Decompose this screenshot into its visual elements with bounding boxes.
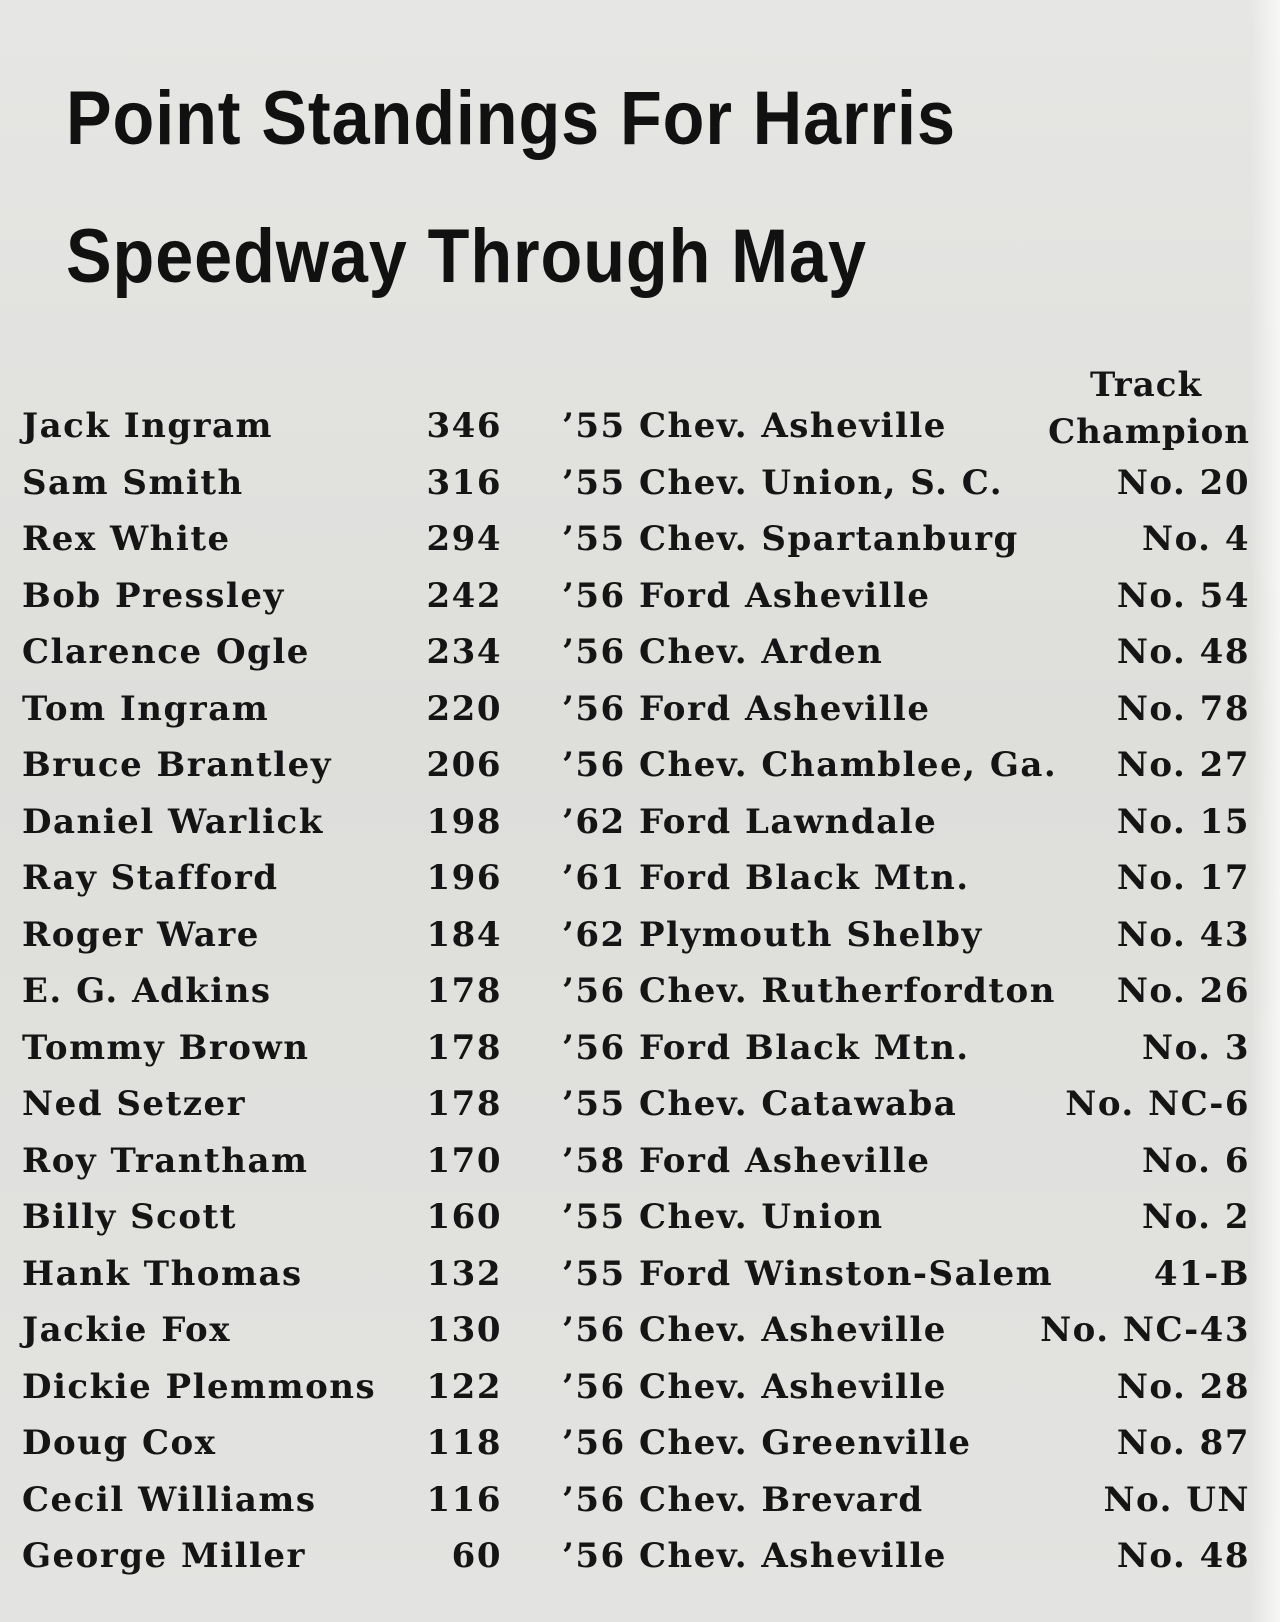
car-number: No. 2 [1142, 1197, 1250, 1237]
driver-name: Dickie Plemmons [22, 1366, 377, 1407]
car-number: No. 28 [1116, 1366, 1250, 1407]
car-number: No. 4 [1142, 519, 1250, 559]
driver-name: Ray Stafford [22, 858, 279, 898]
driver-points: 170 [426, 1140, 502, 1181]
standings-row [0, 1359, 1280, 1416]
headline-line-2: Speedway Through May [66, 214, 867, 299]
car-number: No. 48 [1116, 632, 1250, 672]
car-number: No. 48 [1116, 1536, 1250, 1576]
car-and-hometown: ’56 Ford Asheville [562, 688, 931, 729]
driver-points: 198 [426, 801, 502, 842]
car-number: No. 54 [1116, 575, 1250, 616]
driver-points: 184 [426, 914, 502, 955]
driver-points: 122 [426, 1366, 502, 1407]
driver-name: George Miller [22, 1536, 306, 1576]
car-and-hometown: ’56 Chev. Chamblee, Ga. [562, 745, 1058, 785]
driver-points: 178 [426, 971, 502, 1011]
driver-name: Roy Trantham [22, 1140, 309, 1181]
car-number: No. UN [1103, 1479, 1250, 1520]
driver-name: Clarence Ogle [22, 632, 310, 672]
car-number: No. 26 [1116, 971, 1250, 1011]
champion-label: Champion [1048, 412, 1250, 452]
car-and-hometown: ’56 Chev. Asheville [562, 1366, 947, 1407]
headline [66, 50, 956, 326]
driver-name: Bob Pressley [22, 575, 285, 616]
driver-points: 346 [426, 406, 502, 446]
standings-row [0, 455, 1280, 512]
driver-points: 220 [426, 688, 502, 729]
driver-points: 234 [426, 632, 502, 672]
headline-line-1: Point Standings For Harris [66, 76, 956, 161]
car-and-hometown: ’55 Chev. Asheville [562, 406, 947, 446]
driver-name: Roger Ware [22, 914, 260, 955]
driver-points: 294 [426, 519, 502, 559]
car-and-hometown: ’56 Chev. Rutherfordton [562, 971, 1056, 1011]
standings-row [0, 1076, 1280, 1133]
car-number: 41-B [1153, 1253, 1250, 1294]
driver-name: Bruce Brantley [22, 745, 332, 785]
standings-row [0, 737, 1280, 794]
driver-points: 160 [426, 1197, 502, 1237]
driver-name: E. G. Adkins [22, 971, 272, 1011]
standings-row [0, 1246, 1280, 1303]
driver-name: Rex White [22, 519, 231, 559]
driver-points: 178 [426, 1027, 502, 1068]
car-and-hometown: ’56 Ford Asheville [562, 575, 931, 616]
driver-name: Jack Ingram [22, 406, 274, 446]
driver-name: Ned Setzer [22, 1084, 247, 1124]
car-number: No. 43 [1116, 914, 1250, 955]
driver-name: Sam Smith [22, 462, 244, 503]
driver-points: 178 [426, 1084, 502, 1124]
car-number: No. NC-43 [1040, 1310, 1250, 1350]
driver-points: 206 [426, 745, 502, 785]
car-and-hometown: ’56 Chev. Arden [562, 632, 884, 672]
standings-row [0, 1472, 1280, 1529]
standings-row [0, 1133, 1280, 1190]
standings-row [0, 1020, 1280, 1077]
track-label: Track [1089, 365, 1202, 405]
car-number: No. 87 [1116, 1423, 1250, 1463]
driver-points: 242 [426, 575, 502, 616]
standings-row [0, 1189, 1280, 1246]
car-and-hometown: ’58 Ford Asheville [562, 1140, 931, 1181]
standings-row [0, 794, 1280, 851]
driver-name: Cecil Williams [22, 1479, 317, 1520]
car-and-hometown: ’56 Ford Black Mtn. [562, 1027, 970, 1068]
car-and-hometown: ’56 Chev. Asheville [562, 1310, 947, 1350]
driver-points: 132 [426, 1253, 502, 1294]
driver-name: Tom Ingram [22, 688, 270, 729]
standings-row [0, 681, 1280, 738]
driver-name: Billy Scott [22, 1197, 237, 1237]
car-and-hometown: ’62 Plymouth Shelby [562, 914, 983, 955]
car-and-hometown: ’62 Ford Lawndale [562, 801, 938, 842]
driver-points: 316 [426, 462, 502, 503]
driver-points: 116 [426, 1479, 502, 1520]
driver-points: 130 [426, 1310, 502, 1350]
driver-points: 60 [451, 1536, 502, 1576]
car-and-hometown: ’56 Chev. Brevard [562, 1479, 924, 1520]
standings-row [0, 511, 1280, 568]
car-number: No. 78 [1116, 688, 1250, 729]
standings-row [0, 1302, 1280, 1359]
car-and-hometown: ’55 Chev. Union, S. C. [562, 462, 1004, 503]
car-number: No. 3 [1142, 1027, 1250, 1068]
driver-name: Daniel Warlick [22, 801, 324, 842]
driver-name: Doug Cox [22, 1423, 217, 1463]
car-number: No. 17 [1116, 858, 1250, 898]
driver-name: Hank Thomas [22, 1253, 303, 1294]
driver-points: 118 [426, 1423, 502, 1463]
car-and-hometown: ’55 Chev. Catawaba [562, 1084, 958, 1124]
standings-row [0, 568, 1280, 625]
car-and-hometown: ’56 Chev. Greenville [562, 1423, 972, 1463]
standings-row [0, 963, 1280, 1020]
standings-list [0, 398, 1280, 1585]
car-and-hometown: ’55 Chev. Spartanburg [562, 519, 1019, 559]
standings-row [0, 398, 1280, 455]
driver-points: 196 [426, 858, 502, 898]
standings-row [0, 1415, 1280, 1472]
car-number: No. 27 [1116, 745, 1250, 785]
standings-row [0, 850, 1280, 907]
driver-name: Tommy Brown [22, 1027, 310, 1068]
car-and-hometown: ’55 Chev. Union [562, 1197, 884, 1237]
standings-row [0, 1528, 1280, 1585]
car-number: No. 20 [1116, 462, 1250, 503]
standings-row [0, 624, 1280, 681]
driver-name: Jackie Fox [22, 1310, 231, 1350]
car-number: No. 6 [1142, 1140, 1250, 1181]
car-and-hometown: ’61 Ford Black Mtn. [562, 858, 970, 898]
car-number: No. NC-6 [1065, 1084, 1250, 1124]
car-and-hometown: ’56 Chev. Asheville [562, 1536, 947, 1576]
standings-row [0, 907, 1280, 964]
car-and-hometown: ’55 Ford Winston-Salem [562, 1253, 1054, 1294]
car-number: No. 15 [1116, 801, 1250, 842]
